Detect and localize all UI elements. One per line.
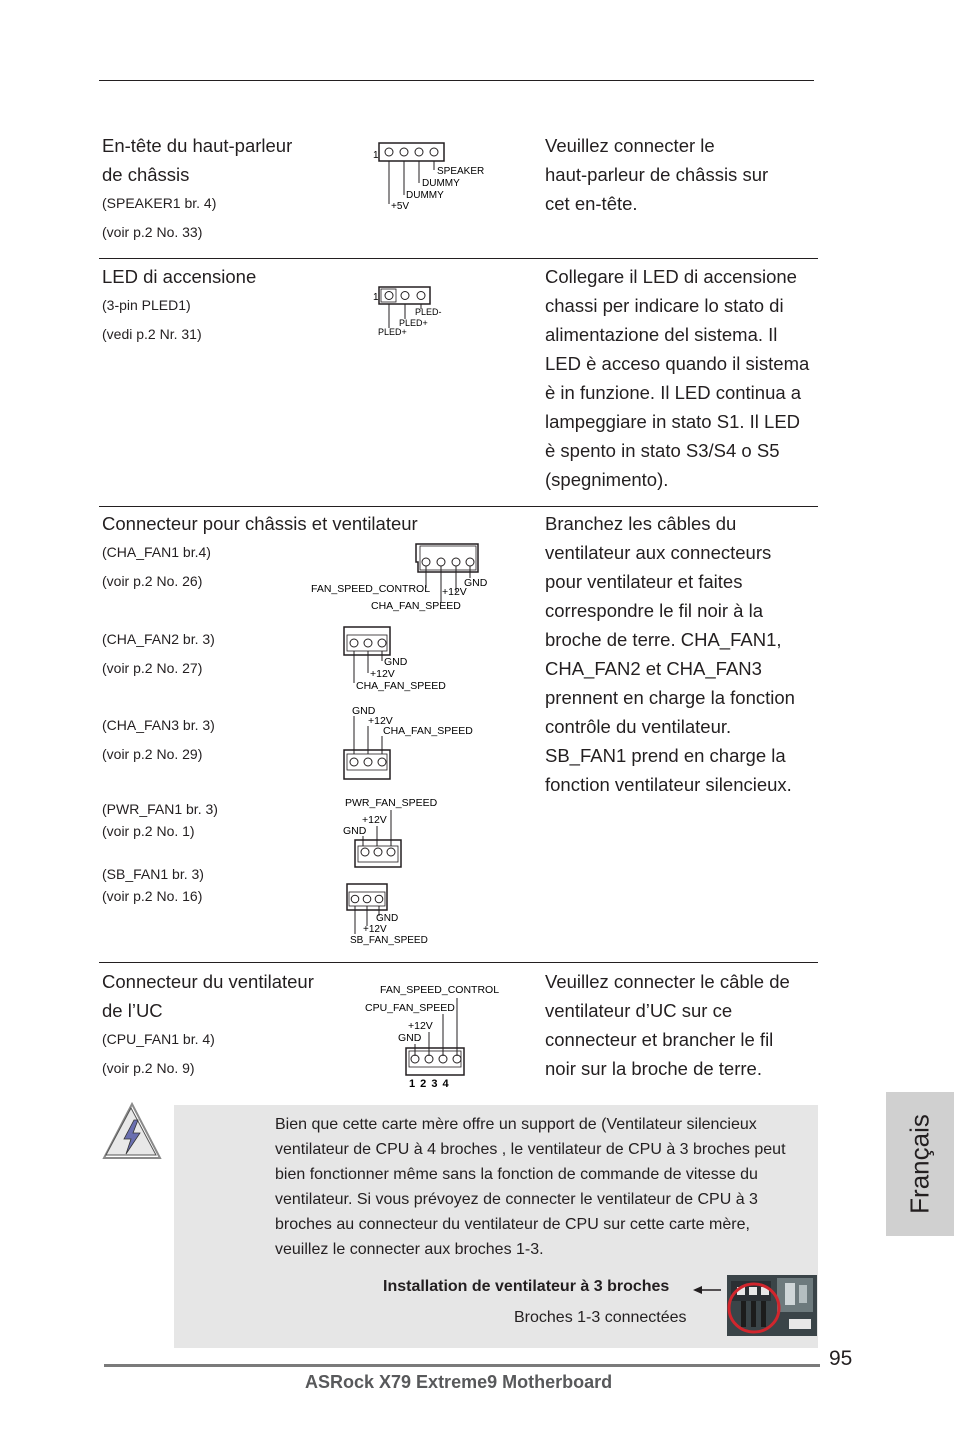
pled-minus-label: PLED- <box>415 307 442 317</box>
dummy-pin-label: DUMMY <box>406 190 444 201</box>
gnd-label: GND <box>352 705 376 717</box>
12v-label: +12V <box>370 668 395 680</box>
sb-fan-speed-label: SB_FAN_SPEED <box>350 935 428 946</box>
pin1-label: 1 <box>373 292 379 303</box>
12v-label: +12V <box>362 814 387 826</box>
pwr-fan-speed-label: PWR_FAN_SPEED <box>345 797 438 809</box>
fans-description: Branchez les câbles du ventilateur aux connecteurs pour ventilateur et faites correspondre le fil noir à la broche de terre. CHA_FAN1, CHA_FAN2 et CHA_FAN3 prennent en charge la fonction contrôle du ventilateur. SB_FAN1 prend en charge la fonction ventilateur silencieux. <box>545 513 795 795</box>
12v-label: +12V <box>363 924 387 935</box>
install-label: Installation de ventilateur à 3 broches <box>383 1278 670 1295</box>
5v-pin-label: +5V <box>391 201 410 212</box>
pled-plus-label: PLED+ <box>399 318 428 328</box>
led-sub: (3-pin PLED1) (vedi p.2 Nr. 31) <box>102 297 202 342</box>
fans-title: Connecteur pour châssis et ventilateur <box>102 513 418 534</box>
pwr-fan1-diagram <box>340 794 450 870</box>
warning-icon <box>100 1100 162 1162</box>
footer-title: ASRock X79 Extreme9 Motherboard <box>305 1372 613 1392</box>
cpu-fan-speed-label: CPU_FAN_SPEED <box>365 1002 455 1014</box>
header-rule <box>99 80 814 81</box>
led-title: LED di accensione <box>102 266 257 287</box>
fan-speed-control-label: FAN_SPEED_CONTROL <box>380 984 500 996</box>
speaker-header-diagram <box>370 138 490 218</box>
cpu-fan-title: Connecteur du ventilateur de l’UC <box>102 971 314 1021</box>
12v-label: +12V <box>442 586 467 598</box>
pin1-label: 1 <box>373 150 379 161</box>
language-tab-label: Français <box>904 1114 935 1214</box>
gnd-label: GND <box>398 1032 422 1044</box>
cha-fan-speed-label: CHA_FAN_SPEED <box>356 680 446 692</box>
install-sub: Broches 1-3 connectées <box>514 1309 687 1326</box>
cha-fan1-diagram <box>308 540 498 615</box>
cha-fan1-ref: (CHA_FAN1 br.4) (voir p.2 No. 26) <box>102 544 211 589</box>
speaker-pin-label: SPEAKER <box>437 166 485 177</box>
page-number: 95 <box>829 1347 853 1370</box>
cha-fan-speed-label: CHA_FAN_SPEED <box>371 600 461 612</box>
fan-connector-photo <box>727 1275 817 1336</box>
cpu-fan-description: Veuillez connecter le câble de ventilateur d’UC sur ce connecteur et brancher le fil noir sur la broche de terre. <box>545 971 790 1079</box>
dummy-pin-label: DUMMY <box>422 178 460 189</box>
cha-fan2-diagram <box>342 625 452 693</box>
section-divider <box>99 962 818 963</box>
footer-rule <box>104 1364 820 1367</box>
gnd-label: GND <box>464 577 488 589</box>
gnd-label: GND <box>384 656 408 668</box>
sb-fan1-diagram <box>345 882 445 946</box>
speaker-description: Veuillez connecter le haut-parleur de châssis sur cet en-tête. <box>545 135 769 214</box>
pin-numbers: 1 2 3 4 <box>409 1078 449 1090</box>
cha-fan3-ref: (CHA_FAN3 br. 3) (voir p.2 No. 29) <box>102 717 215 762</box>
12v-label: +12V <box>408 1020 433 1032</box>
sb-fan1-ref: (SB_FAN1 br. 3) (voir p.2 No. 16) <box>102 866 204 904</box>
gnd-label: GND <box>343 825 367 837</box>
speaker-sub: (SPEAKER1 br. 4) (voir p.2 No. 33) <box>102 195 217 240</box>
pwr-fan1-ref: (PWR_FAN1 br. 3) (voir p.2 No. 1) <box>102 801 218 839</box>
pled-plus-label: PLED+ <box>378 327 407 337</box>
fan-speed-control-label: FAN_SPEED_CONTROL <box>311 583 431 595</box>
speaker-title: En-tête du haut-parleur de châssis <box>102 135 293 185</box>
cpu-fan-diagram <box>362 980 502 1092</box>
cpu-fan-sub: (CPU_FAN1 br. 4) (voir p.2 No. 9) <box>102 1031 215 1076</box>
section-divider <box>99 506 818 507</box>
language-tab <box>886 1092 954 1236</box>
arrow-left-icon <box>691 1283 723 1297</box>
note-text: Bien que cette carte mère offre un support de (Ventilateur silencieux ventilateur de CPU à 4 broches , le ventilateur de CPU à 3 broches peut bien fonctionner même sans la fonction de commande de vitesse du ventilateur. Si vous prévoyez de connecter le ventilateur de CPU à 3 broches au connecteur du ventilateur de CPU sur cette carte mère, veuillez le connecter aux broches 1-3. <box>275 1116 786 1258</box>
led-description: Collegare il LED di accensione chassi per indicare lo stato di alimentazione del sistema. Il LED è acceso quando il sistema è in funzione. Il LED continua a lampeggiare in stato S1. Il LED è spento in stato S3/S4 o S5 (spegnimento). <box>545 266 810 490</box>
cha-fan2-ref: (CHA_FAN2 br. 3) (voir p.2 No. 27) <box>102 631 215 676</box>
cha-fan3-diagram <box>342 704 477 782</box>
cha-fan-speed-label: CHA_FAN_SPEED <box>383 725 473 737</box>
pled-header-diagram <box>370 284 460 340</box>
gnd-label: GND <box>376 913 399 924</box>
12v-label: +12V <box>368 715 393 727</box>
section-divider <box>99 258 818 259</box>
